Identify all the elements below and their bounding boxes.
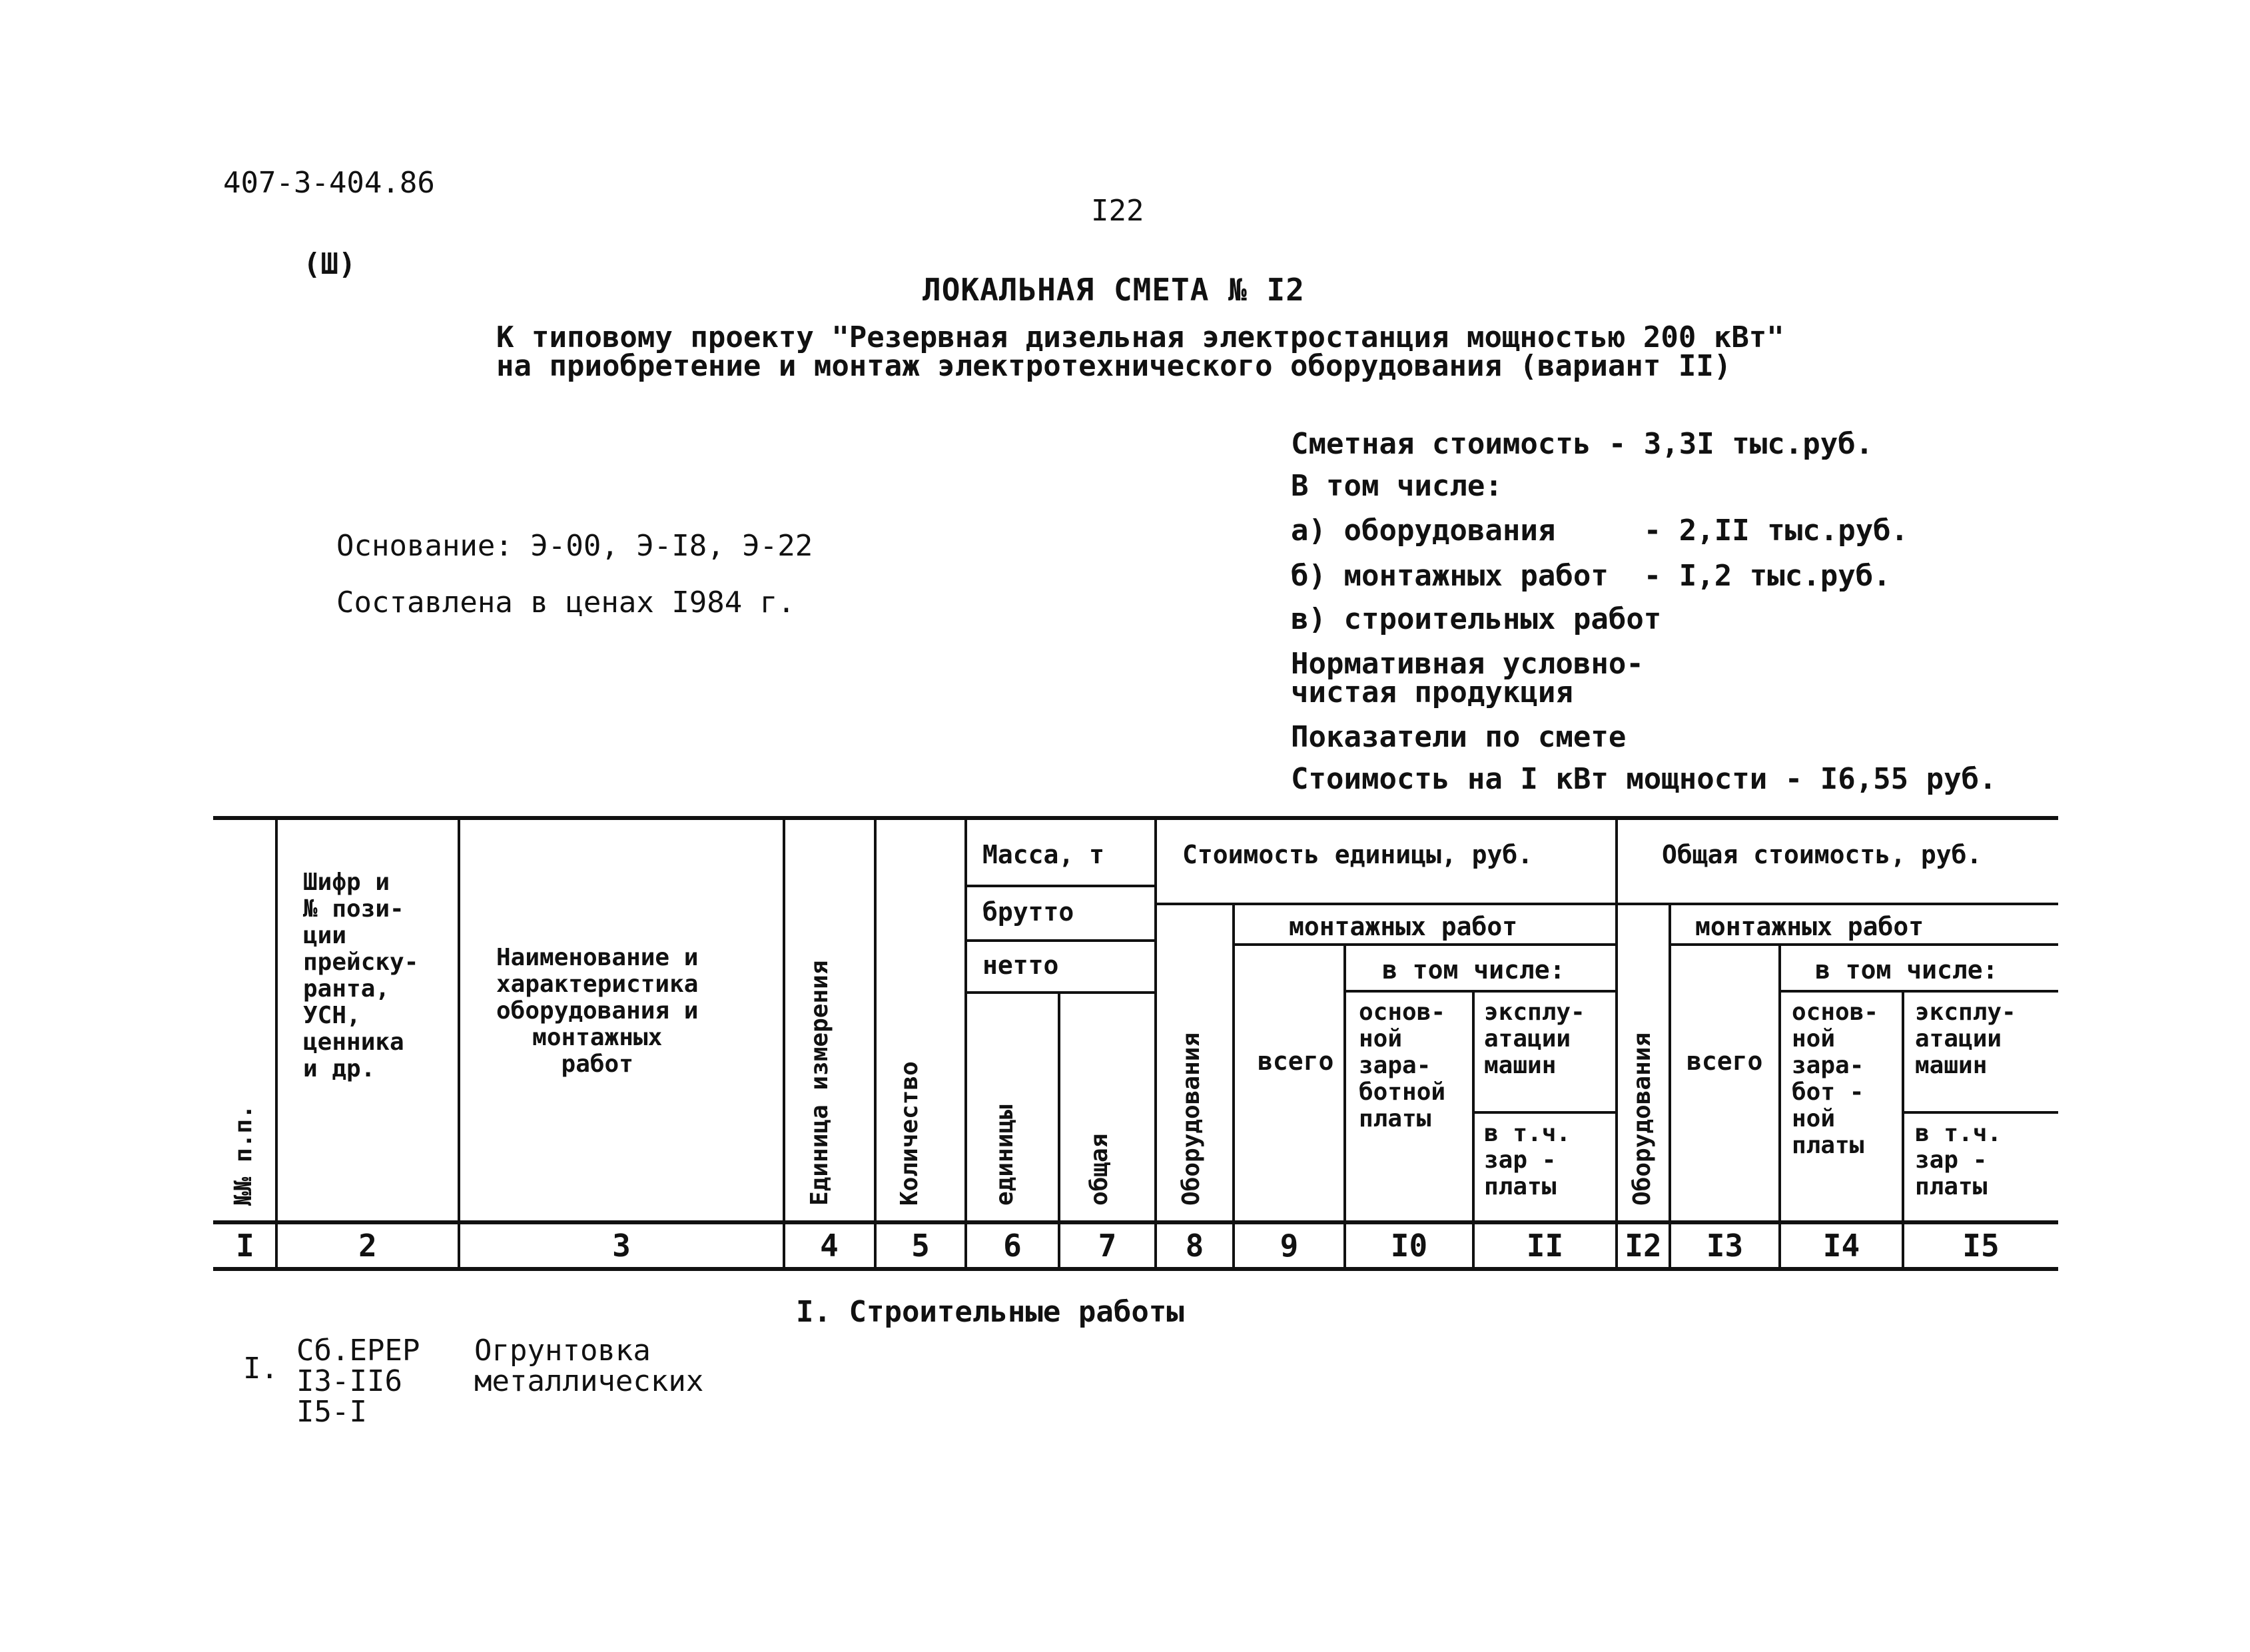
col-number-15: I5 — [1962, 1228, 2000, 1264]
vline-9 — [1343, 945, 1346, 1268]
col-number-7: 7 — [1098, 1228, 1117, 1264]
unit-incl-under-line — [1345, 990, 1617, 993]
col-number-2: 2 — [358, 1228, 377, 1264]
col-number-12: I2 — [1625, 1228, 1662, 1264]
document-title: ЛОКАЛЬНАЯ СМЕТА № I2 — [923, 272, 1305, 308]
header-total-incl: в том числе: — [1815, 955, 1998, 985]
header-total-equipment: Оборудования — [1629, 1032, 1656, 1206]
section-title: I. Строительные работы — [796, 1295, 1184, 1329]
header-total-cost: Общая стоимость, руб. — [1662, 840, 1982, 869]
total-install-under-line — [1670, 943, 2058, 946]
vline-10 — [1472, 991, 1475, 1268]
header-total-incl-wage: в т.ч. зар - платы — [1915, 1120, 2002, 1200]
header-mass-total: общая — [1086, 1133, 1113, 1206]
header-mass: Масса, т — [982, 840, 1105, 869]
vline-8 — [1232, 905, 1235, 1268]
col-number-14: I4 — [1822, 1228, 1860, 1264]
header-total-install: монтажных работ — [1695, 912, 1924, 941]
header-name: Наименование и характеристика оборудования и монтажных работ — [496, 944, 699, 1078]
mass-under-line — [966, 885, 1156, 887]
header-bottom-border — [213, 1220, 2058, 1224]
header-total-machines: эксплу- атации машин — [1915, 999, 2016, 1079]
row-1-name: Огрунтовка металлических — [474, 1334, 704, 1398]
col-number-3: 3 — [612, 1228, 631, 1264]
header-unit-cost: Стоимость единицы, руб. — [1182, 840, 1533, 869]
header-quantity: Количество — [896, 1061, 923, 1206]
construction-cost: в) строительных работ — [1291, 602, 1662, 636]
total-incl-under-line — [1780, 990, 2058, 993]
vline-12 — [1669, 905, 1671, 1268]
vline-14 — [1902, 991, 1904, 1268]
col-number-10: I0 — [1390, 1228, 1428, 1264]
number-row-bottom-border — [213, 1267, 2058, 1271]
estimated-cost: Сметная стоимость - 3,3I тыс.руб. — [1291, 427, 1874, 461]
row-1-number: I. — [243, 1352, 278, 1386]
col-number-1: I — [236, 1228, 254, 1264]
col-number-8: 8 — [1185, 1228, 1204, 1264]
col-number-11: II — [1526, 1228, 1564, 1264]
subtitle-line-1: К типовому проекту "Резервная дизельная электростанция мощностью 200 кВт" — [496, 320, 1784, 354]
header-unit-equipment: Оборудования — [1178, 1032, 1205, 1206]
header-mass-unit: единицы — [991, 1104, 1018, 1206]
col-number-5: 5 — [911, 1228, 930, 1264]
col-number-4: 4 — [820, 1228, 839, 1264]
vline-13 — [1778, 945, 1781, 1268]
header-total-wage: основ- ной зара- бот - ной платы — [1792, 999, 1879, 1159]
normative-product-2: чистая продукция — [1291, 675, 1573, 709]
page-number: I22 — [1091, 194, 1144, 228]
header-unit-total: всего — [1258, 1046, 1334, 1076]
installation-cost: б) монтажных работ - I,2 тыс.руб. — [1291, 559, 1891, 593]
header-netto: нетто — [982, 951, 1059, 980]
unit-install-under-line — [1234, 943, 1617, 946]
header-brutto: брутто — [982, 897, 1074, 927]
vline-1 — [275, 818, 278, 1268]
col-number-9: 9 — [1280, 1228, 1299, 1264]
table-top-border — [213, 816, 2058, 820]
unit-cost-under-line — [1156, 903, 1617, 905]
cost-per-kw: Стоимость на I кВт мощности - I6,55 руб. — [1291, 762, 1997, 796]
unit-machines-under-line — [1473, 1111, 1617, 1114]
header-unit-wage: основ- ной зара- ботной платы — [1359, 999, 1446, 1132]
header-unit-incl: в том числе: — [1382, 955, 1565, 985]
header-code: Шифр и № пози- ции прейску- ранта, УСН, ценника и др. — [303, 869, 419, 1082]
indicators-label: Показатели по смете — [1291, 720, 1627, 754]
total-cost-under-line — [1617, 903, 2058, 905]
including-label: В том числе: — [1291, 469, 1503, 503]
row-1-code: Сб.ЕРЕР I3-II6 I5-I — [296, 1334, 420, 1429]
prices-text: Составлена в ценах I984 г. — [336, 586, 795, 620]
col-number-6: 6 — [1003, 1228, 1022, 1264]
header-unit-incl-wage: в т.ч. зар - платы — [1484, 1120, 1571, 1200]
header-unit-machines: эксплу- атации машин — [1484, 999, 1585, 1079]
netto-under-line — [966, 991, 1156, 994]
vline-2 — [458, 818, 460, 1268]
document-code: 407-3-404.86 — [223, 166, 435, 200]
header-unit: Единица измерения — [806, 960, 833, 1206]
subtitle-line-2: на приобретение и монтаж электротехнического оборудования (вариант II) — [496, 349, 1732, 383]
total-machines-under-line — [1903, 1111, 2058, 1114]
vline-4 — [874, 818, 877, 1268]
stamp-mark: (Ш) — [303, 247, 356, 281]
vline-6 — [1058, 993, 1060, 1268]
col-number-13: I3 — [1706, 1228, 1744, 1264]
header-unit-install: монтажных работ — [1289, 912, 1518, 941]
normative-product-1: Нормативная условно- — [1291, 647, 1644, 681]
header-row-number: №№ п.п. — [230, 1104, 257, 1206]
basis-text: Основание: Э-00, Э-I8, Э-22 — [336, 529, 813, 563]
vline-3 — [783, 818, 785, 1268]
header-total-total: всего — [1687, 1046, 1763, 1076]
vline-11 — [1615, 818, 1618, 1268]
brutto-under-line — [966, 939, 1156, 942]
equipment-cost: а) оборудования - 2,II тыс.руб. — [1291, 514, 1909, 548]
